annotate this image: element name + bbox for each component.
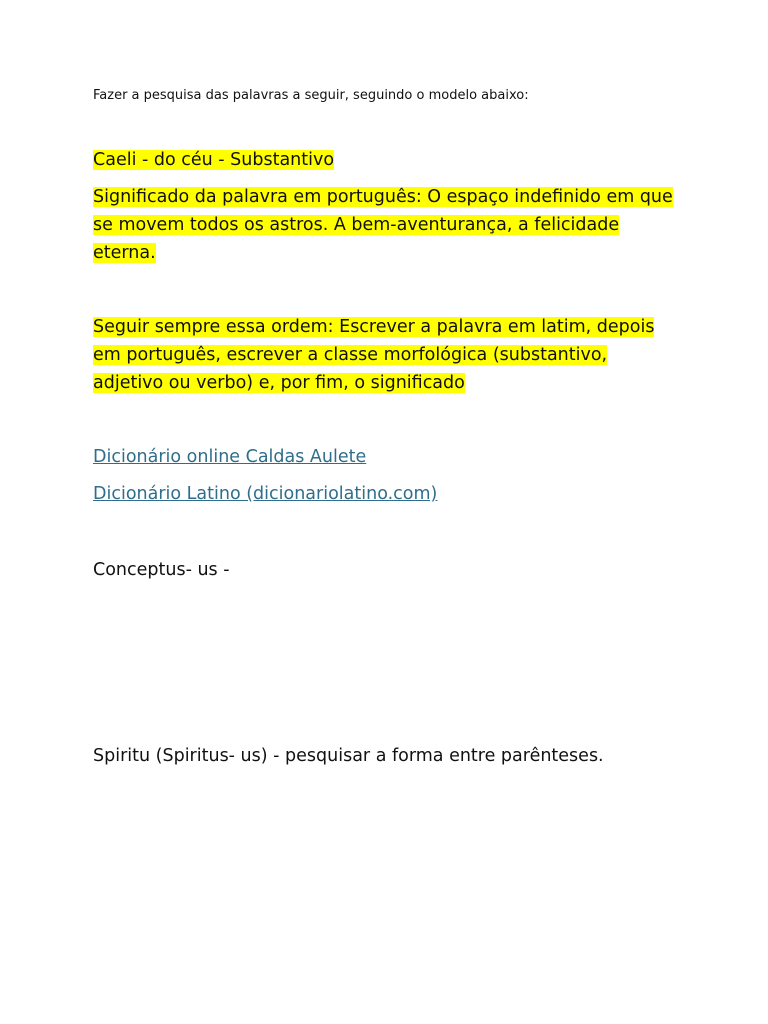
order-note xyxy=(93,313,673,397)
example-entry-highlight: Caeli - do céu - Substantivo xyxy=(93,150,335,170)
order-note-highlight: Seguir sempre essa ordem: Escrever a palavra em latim, depois em português, escrever a classe morfológica (substantivo, adjetivo ou verbo) e, por fim, o significado xyxy=(93,317,655,393)
link-row-aulete xyxy=(93,443,366,471)
example-meaning-highlight: Significado da palavra em português: O espaço indefinido em que se movem todos os astros. A bem-aventurança, a felicidade eterna. xyxy=(93,187,673,263)
link-caldas-aulete[interactable]: Dicionário online Caldas Aulete xyxy=(93,447,367,467)
link-dicionario-latino[interactable]: Dicionário Latino (dicionariolatino.com) xyxy=(93,484,438,504)
example-entry xyxy=(93,146,334,174)
example-meaning xyxy=(93,183,683,267)
word-conceptus: Conceptus- us - xyxy=(93,560,230,580)
instruction-text: Fazer a pesquisa das palavras a seguir, seguindo o modelo abaixo: xyxy=(93,88,529,103)
link-row-latino xyxy=(93,480,437,508)
word-spiritu: Spiritu (Spiritus- us) - pesquisar a forma entre parênteses. xyxy=(93,746,604,766)
